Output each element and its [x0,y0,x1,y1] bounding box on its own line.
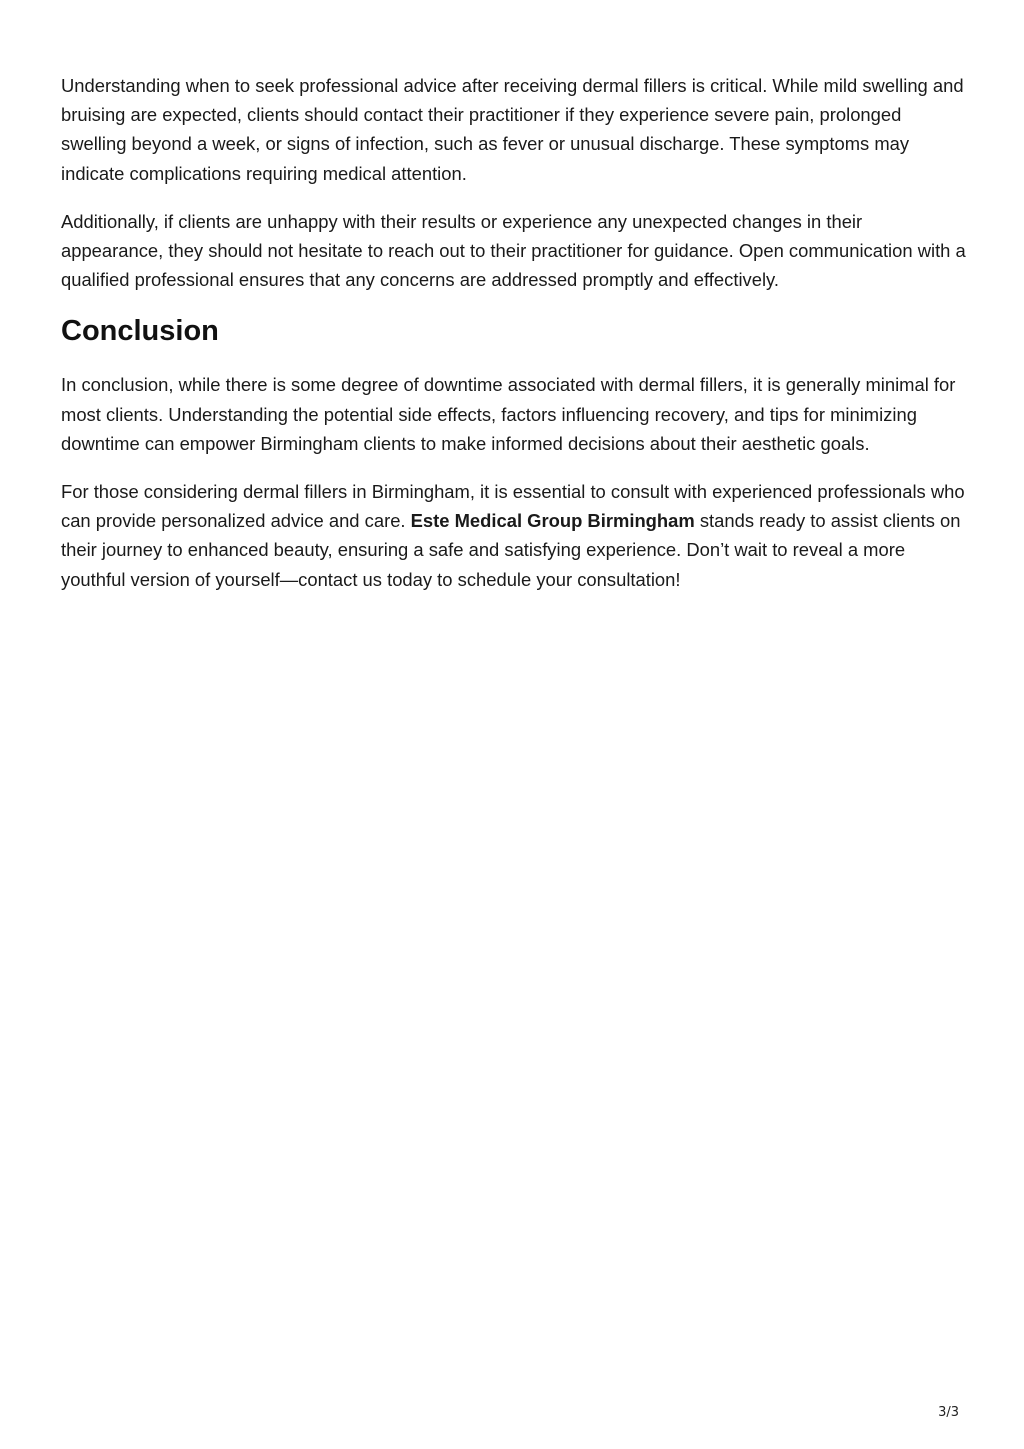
company-name: Este Medical Group Birmingham [410,510,695,532]
cta-text-before: For those considering dermal fillers in Birmingham, it is essential to consult with experienced professionals who can provide personalized advice and care. [61,481,965,532]
paragraph-call-to-action [61,477,966,594]
paragraph-seeking-advice: Understanding when to seek professional advice after receiving dermal fillers is critical. While mild swelling and bruising are expected, clients should contact their practitioner if they experience severe pain, prolonged swelling beyond a week, or signs of infection, such as fever or unusual discharge. These symptoms may indicate complications requiring medical attention. [61,75,964,184]
paragraph-communication: Additionally, if clients are unhappy with their results or experience any unexpected changes in their appearance, they should not hesitate to reach out to their practitioner for guidance. Open communication with a qualified professional ensures that any concerns are addressed promptly and effectively. [61,210,966,291]
cta-text-after: stands ready to assist clients on their journey to enhanced beauty, ensuring a safe and satisfying experience. Don’t wait to reveal a more youthful version of yourself—contact us today to schedule your consultation! [61,510,961,590]
paragraph-conclusion: In conclusion, while there is some degree of downtime associated with dermal fillers, it is generally minimal for most clients. Understanding the potential side effects, factors influencing recovery, and tips for minimizing downtime can empower Birmingham clients to make informed decisions about their aesthetic goals. [61,374,956,454]
document-page [61,71,966,613]
page-number: 3/3 [938,1405,959,1420]
conclusion-heading: Conclusion [61,315,219,348]
